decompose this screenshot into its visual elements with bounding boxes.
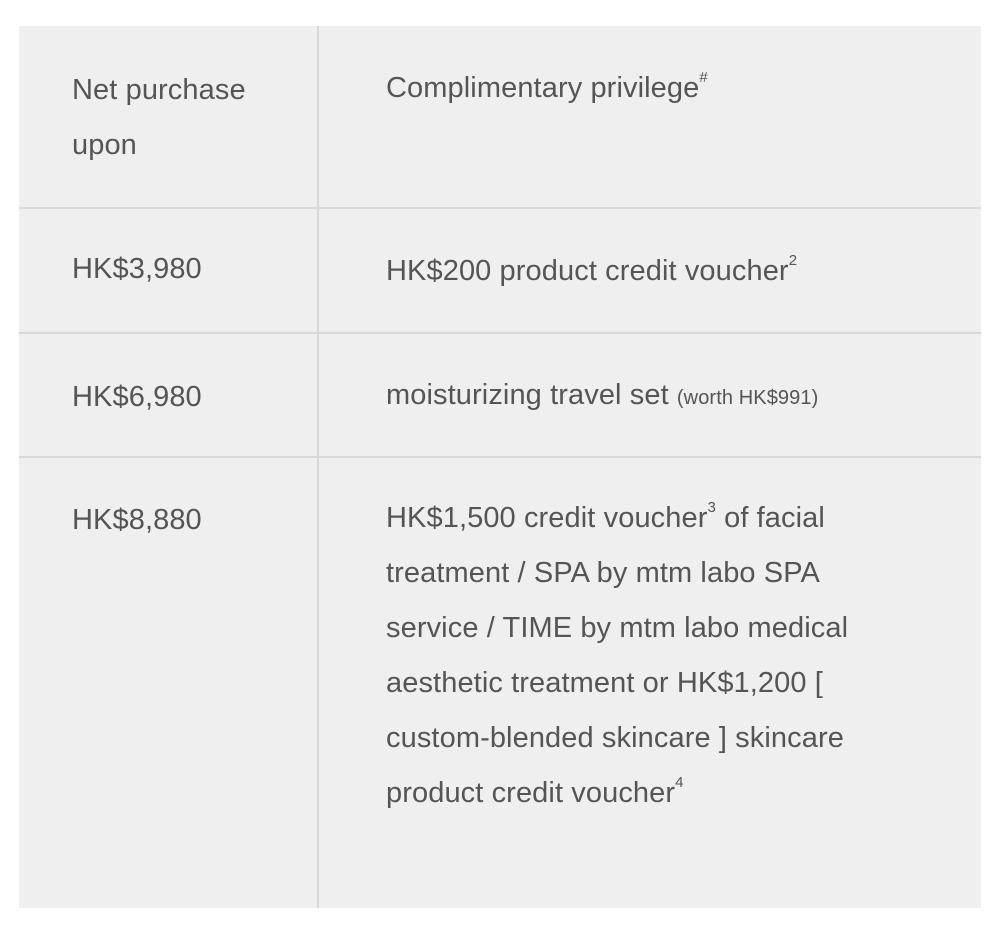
header-complimentary-privilege-label: Complimentary privilege: [386, 72, 700, 104]
header-net-purchase-label: Net purchase upon: [72, 74, 246, 161]
row-3-amount-value: HK$8,880: [72, 504, 202, 536]
row-3-footnote-mark-2: 4: [675, 774, 684, 792]
column-divider: [317, 26, 319, 908]
header-complimentary-privilege: [386, 61, 926, 116]
row-3-footnote-mark-1: 3: [707, 499, 716, 517]
row-3-privilege-text-part2: of facial treatment / SPA by mtm labo SPA service / TIME by mtm labo medical aesthetic treatment or HK$1,200 [ custom-blended skincare ] skincare product credit voucher: [386, 502, 849, 809]
row-2-worth-note: (worth HK$991): [676, 387, 819, 409]
row-1-amount: [72, 242, 302, 297]
row-1-privilege: [386, 244, 926, 299]
row-3-privilege: [386, 491, 911, 821]
row-2-amount: [72, 370, 302, 425]
row-2-amount-value: HK$6,980: [72, 381, 202, 413]
row-divider: [19, 207, 981, 209]
row-1-privilege-text: HK$200 product credit voucher: [386, 255, 789, 287]
header-footnote-mark: #: [699, 69, 708, 87]
row-divider: [19, 456, 981, 458]
row-3-privilege-text-part1: HK$1,500 credit voucher: [386, 502, 708, 534]
row-2-privilege: [386, 368, 926, 426]
row-2-privilege-text: moisturizing travel set: [386, 379, 669, 411]
header-net-purchase: [72, 63, 302, 173]
row-1-amount-value: HK$3,980: [72, 253, 202, 285]
row-3-amount: [72, 493, 302, 548]
row-1-footnote-mark: 2: [788, 252, 798, 270]
row-divider: [19, 332, 981, 334]
privilege-table: [19, 26, 981, 908]
